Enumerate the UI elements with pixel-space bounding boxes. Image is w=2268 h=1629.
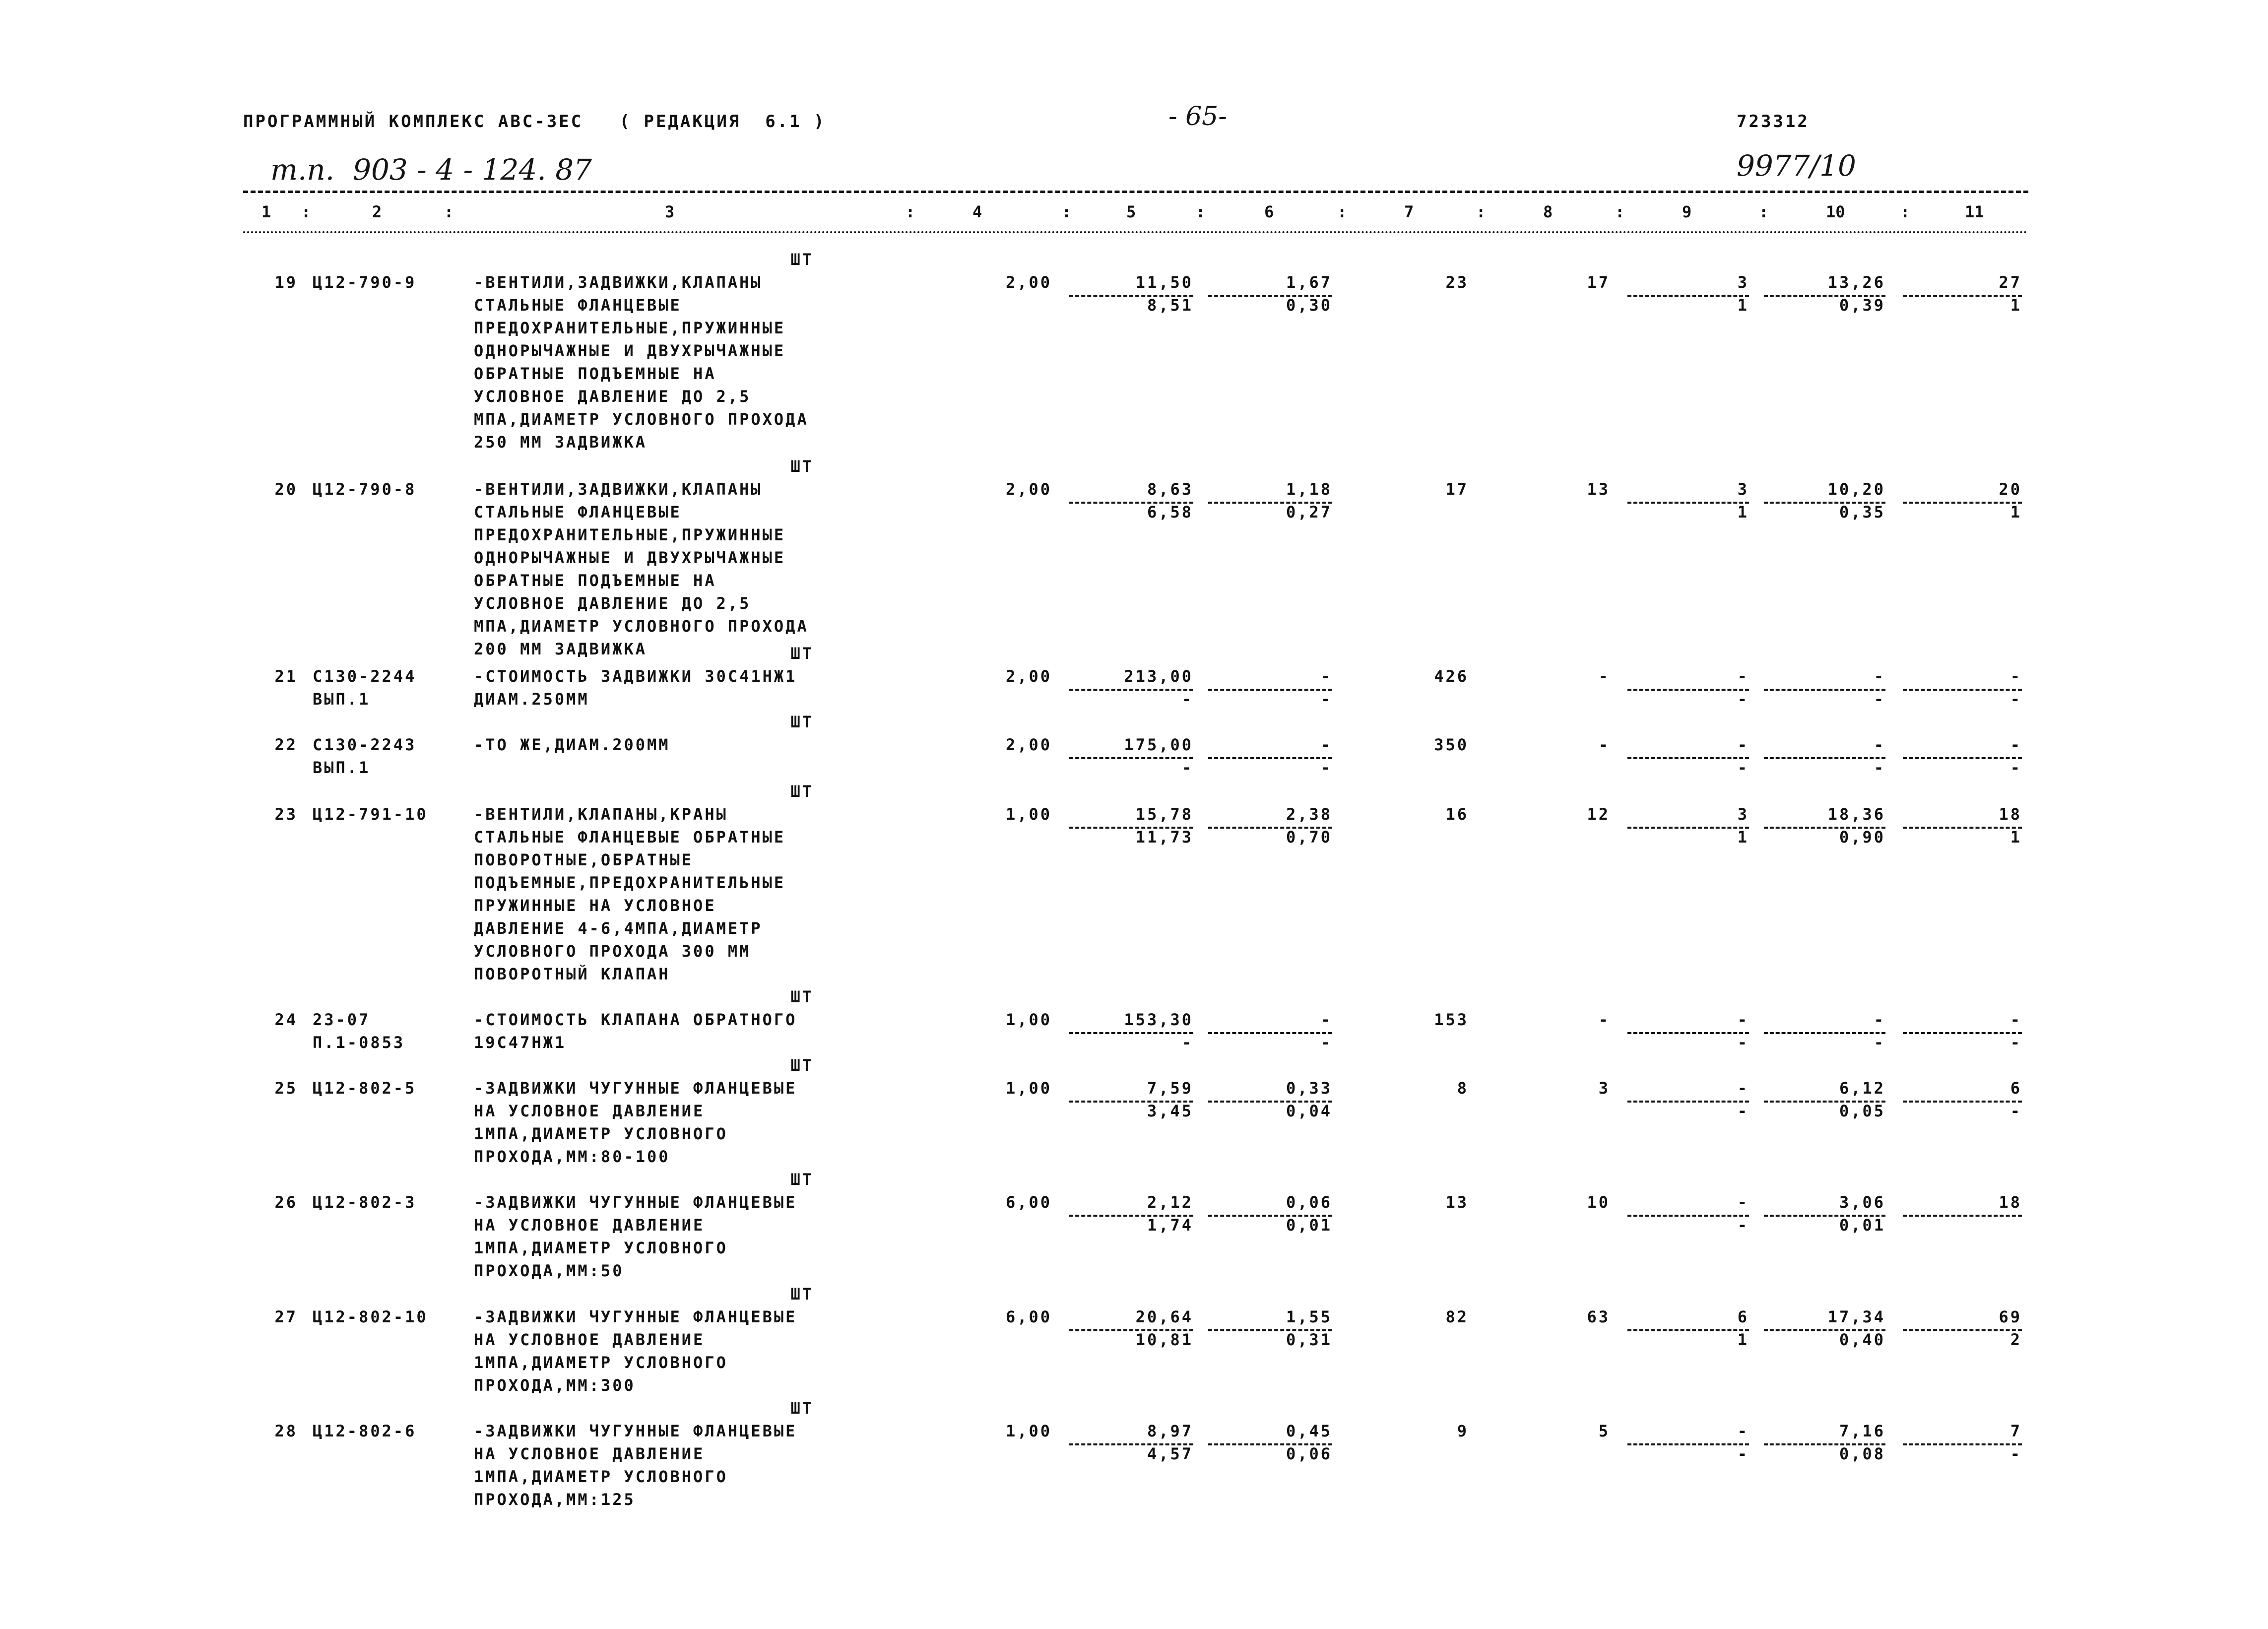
unit-label: ШТ [790, 1285, 814, 1303]
fraction-divider [1903, 689, 2022, 691]
page-number: - 65- [1168, 102, 1227, 131]
fraction-divider [1208, 1032, 1332, 1034]
value-c11-bottom: 2 [2010, 1330, 2022, 1349]
value-c8: - [1598, 735, 1610, 754]
value-c6-bottom: 0,70 [1286, 828, 1332, 847]
value-c7: 13 [1445, 1193, 1469, 1212]
item-description-line: ДИАМ.250ММ [474, 690, 589, 709]
value-c9-bottom: - [1737, 1444, 1749, 1463]
value-c9-bottom: - [1737, 1102, 1749, 1120]
fraction-divider [1903, 1215, 2022, 1217]
item-description-line: -ЗАДВИЖКИ ЧУГУННЫЕ ФЛАНЦЕВЫЕ [474, 1193, 797, 1212]
value-c9-bottom: - [1737, 690, 1749, 709]
value-c9-top: - [1737, 1422, 1749, 1440]
unit-label: ШТ [790, 1399, 814, 1418]
fraction-divider [1208, 689, 1332, 691]
program-header: ПРОГРАММНЫЙ КОМПЛЕКС АВС-3ЕС ( РЕДАКЦИЯ 6.1 ) [243, 112, 826, 131]
fraction-divider [1069, 502, 1193, 504]
value-c11-top: 6 [2010, 1079, 2022, 1098]
item-code: Ц12-802-5 [313, 1079, 417, 1098]
item-code: 23-07 [313, 1010, 371, 1029]
value-c10-top: 6,12 [1839, 1079, 1885, 1098]
item-description-line: ОДНОРЫЧАЖНЫЕ И ДВУХРЫЧАЖНЫЕ [474, 341, 786, 360]
value-c10-bottom: 0,40 [1839, 1330, 1885, 1349]
col-header-sep: : [1062, 202, 1072, 221]
value-c5-bottom: - [1181, 1033, 1193, 1052]
value-c10-bottom: 0,05 [1839, 1102, 1885, 1120]
value-c5-top: 20,64 [1135, 1307, 1193, 1326]
fraction-divider [1764, 1032, 1885, 1034]
fraction-divider [1208, 1329, 1332, 1331]
value-c5-top: 7,59 [1147, 1079, 1193, 1098]
row-number: 19 [274, 273, 298, 292]
value-c11-top: 27 [1999, 273, 2022, 292]
row-number: 26 [274, 1193, 298, 1212]
value-c5-top: 153,30 [1124, 1010, 1193, 1029]
fraction-divider [1069, 1215, 1193, 1217]
col-header-1: 1 [261, 202, 271, 221]
item-code: Ц12-791-10 [313, 805, 428, 824]
col-header-sep: : [1615, 202, 1625, 221]
item-description-line: -ВЕНТИЛИ,ЗАДВИЖКИ,КЛАПАНЫ [474, 273, 763, 292]
item-description-line: ОДНОРЫЧАЖНЫЕ И ДВУХРЫЧАЖНЫЕ [474, 548, 786, 567]
col-header-sep: : [444, 202, 454, 221]
value-c10-bottom: 0,39 [1839, 296, 1885, 315]
fraction-divider [1208, 757, 1332, 759]
item-description-line: ПОДЪЕМНЫЕ,ПРЕДОХРАНИТЕЛЬНЫЕ [474, 873, 786, 892]
value-c10-top: - [1874, 667, 1885, 686]
item-description-line: -ТО ЖЕ,ДИАМ.200ММ [474, 735, 670, 754]
value-c10-top: - [1874, 735, 1885, 754]
value-c6-top: - [1320, 735, 1332, 754]
value-c10-top: 17,34 [1827, 1307, 1885, 1326]
unit-label: ШТ [790, 1056, 814, 1075]
value-c9-bottom: - [1737, 1033, 1749, 1052]
fraction-divider [1764, 295, 1885, 297]
value-c6-top: 0,33 [1286, 1079, 1332, 1098]
value-c9-top: - [1737, 1079, 1749, 1098]
item-description-line: ДАВЛЕНИЕ 4-6,4МПА,ДИАМЕТР [474, 919, 763, 938]
value-c9-top: 3 [1737, 805, 1749, 824]
value-c10-top: 10,20 [1827, 480, 1885, 499]
fraction-divider [1764, 502, 1885, 504]
col-header-4: 4 [972, 202, 982, 221]
value-c6-bottom: - [1320, 1033, 1332, 1052]
value-c5-top: 11,50 [1135, 273, 1193, 292]
item-description-line: ОБРАТНЫЕ ПОДЪЕМНЫЕ НА [474, 571, 716, 590]
fraction-divider [1069, 757, 1193, 759]
fraction-divider [1069, 1101, 1193, 1103]
quantity: 6,00 [1005, 1307, 1052, 1326]
col-header-sep: : [1196, 202, 1206, 221]
value-c8: 13 [1587, 480, 1610, 499]
fraction-divider [1627, 502, 1749, 504]
item-code: С130-2244 [313, 667, 417, 686]
item-description-line: ПРЕДОХРАНИТЕЛЬНЫЕ,ПРУЖИННЫЕ [474, 319, 786, 337]
col-header-6: 6 [1264, 202, 1274, 221]
fraction-divider [1069, 1032, 1193, 1034]
fraction-divider [1903, 1329, 2022, 1331]
value-c9-top: - [1737, 1193, 1749, 1212]
col-header-sep: : [1900, 202, 1910, 221]
fraction-divider [1208, 1443, 1332, 1445]
unit-label: ШТ [790, 713, 814, 731]
value-c5-top: 2,12 [1147, 1193, 1193, 1212]
fraction-divider [1627, 827, 1749, 829]
value-c5-bottom: - [1181, 690, 1193, 709]
value-c6-top: 1,18 [1286, 480, 1332, 499]
fraction-divider [1627, 689, 1749, 691]
item-description-line: -ВЕНТИЛИ,ЗАДВИЖКИ,КЛАПАНЫ [474, 480, 763, 499]
col-header-9: 9 [1682, 202, 1692, 221]
fraction-divider [1069, 827, 1193, 829]
fraction-divider [1764, 827, 1885, 829]
item-description-line: -СТОИМОСТЬ КЛАПАНА ОБРАТНОГО [474, 1010, 797, 1029]
value-c5-top: 8,97 [1147, 1422, 1193, 1440]
value-c8: - [1598, 667, 1610, 686]
value-c7: 16 [1445, 805, 1469, 824]
document-number: 9977/10 [1737, 149, 1856, 183]
fraction-divider [1903, 1101, 2022, 1103]
item-description-line: -ЗАДВИЖКИ ЧУГУННЫЕ ФЛАНЦЕВЫЕ [474, 1079, 797, 1098]
item-description-line: 1МПА,ДИАМЕТР УСЛОВНОГО [474, 1238, 728, 1257]
item-description-line: ПРЕДОХРАНИТЕЛЬНЫЕ,ПРУЖИННЫЕ [474, 525, 786, 544]
value-c6-top: - [1320, 1010, 1332, 1029]
value-c8: 10 [1587, 1193, 1610, 1212]
fraction-divider [1069, 295, 1193, 297]
item-description-line: ПРОХОДА,ММ:300 [474, 1376, 636, 1395]
value-c11-top: 7 [2010, 1422, 2022, 1440]
value-c7: 153 [1434, 1010, 1469, 1029]
unit-label: ШТ [790, 987, 814, 1006]
value-c9-top: 3 [1737, 273, 1749, 292]
value-c10-top: - [1874, 1010, 1885, 1029]
value-c11-bottom: - [2010, 1102, 2022, 1120]
fraction-divider [1069, 689, 1193, 691]
fraction-divider [1627, 295, 1749, 297]
value-c11-bottom: - [2010, 1444, 2022, 1463]
value-c10-bottom: - [1874, 1033, 1885, 1052]
value-c5-bottom: 3,45 [1147, 1102, 1193, 1120]
fraction-divider [1627, 757, 1749, 759]
value-c6-bottom: 0,04 [1286, 1102, 1332, 1120]
fraction-divider [1208, 827, 1332, 829]
col-header-7: 7 [1404, 202, 1414, 221]
header-top-rule [243, 191, 2028, 193]
item-description-line: НА УСЛОВНОЕ ДАВЛЕНИЕ [474, 1444, 705, 1463]
quantity: 2,00 [1005, 667, 1052, 686]
unit-label: ШТ [790, 457, 814, 476]
value-c6-top: 2,38 [1286, 805, 1332, 824]
value-c11-top: 20 [1999, 480, 2022, 499]
value-c9-bottom: 1 [1737, 296, 1749, 315]
value-c5-top: 213,00 [1124, 667, 1193, 686]
item-code: Ц12-802-6 [313, 1422, 417, 1440]
value-c5-top: 15,78 [1135, 805, 1193, 824]
value-c6-bottom: 0,27 [1286, 503, 1332, 521]
value-c8: 17 [1587, 273, 1610, 292]
fraction-divider [1764, 1215, 1885, 1217]
value-c5-bottom: 11,73 [1135, 828, 1193, 847]
item-description-line: МПА,ДИАМЕТР УСЛОВНОГО ПРОХОДА [474, 617, 809, 636]
value-c6-bottom: - [1320, 690, 1332, 709]
item-description-line: УСЛОВНОЕ ДАВЛЕНИЕ ДО 2,5 [474, 594, 751, 613]
item-description-line: НА УСЛОВНОЕ ДАВЛЕНИЕ [474, 1102, 705, 1120]
value-c11-bottom: - [2010, 758, 2022, 777]
row-number: 23 [274, 805, 298, 824]
item-description-line: ПОВОРОТНЫЙ КЛАПАН [474, 965, 670, 983]
value-c11-top: - [2010, 1010, 2022, 1029]
fraction-divider [1903, 1443, 2022, 1445]
value-c9-top: - [1737, 735, 1749, 754]
value-c7: 426 [1434, 667, 1469, 686]
unit-label: ШТ [790, 782, 814, 801]
fraction-divider [1764, 1101, 1885, 1103]
value-c6-top: 0,45 [1286, 1422, 1332, 1440]
value-c6-bottom: 0,30 [1286, 296, 1332, 315]
value-c11-top: 18 [1999, 1193, 2022, 1212]
value-c10-top: 7,16 [1839, 1422, 1885, 1440]
value-c6-bottom: 0,31 [1286, 1330, 1332, 1349]
value-c10-bottom: 0,08 [1839, 1444, 1885, 1463]
value-c9-bottom: - [1737, 1216, 1749, 1235]
value-c9-bottom: 1 [1737, 503, 1749, 521]
item-description-line: ПРОХОДА,ММ:80-100 [474, 1147, 670, 1166]
row-number: 20 [274, 480, 298, 499]
fraction-divider [1764, 1443, 1885, 1445]
fraction-divider [1764, 757, 1885, 759]
col-header-sep: : [1476, 202, 1486, 221]
fraction-divider [1903, 757, 2022, 759]
value-c5-bottom: - [1181, 758, 1193, 777]
item-description-line: -ЗАДВИЖКИ ЧУГУННЫЕ ФЛАНЦЕВЫЕ [474, 1307, 797, 1326]
item-code: ВЫП.1 [313, 690, 371, 709]
fraction-divider [1627, 1215, 1749, 1217]
quantity: 1,00 [1005, 805, 1052, 824]
value-c11-bottom: 1 [2010, 503, 2022, 521]
fraction-divider [1903, 827, 2022, 829]
quantity: 1,00 [1005, 1422, 1052, 1440]
value-c10-bottom: - [1874, 690, 1885, 709]
unit-label: ШТ [790, 1170, 814, 1189]
item-description-line: НА УСЛОВНОЕ ДАВЛЕНИЕ [474, 1216, 705, 1235]
fraction-divider [1208, 295, 1332, 297]
quantity: 1,00 [1005, 1010, 1052, 1029]
unit-label: ШТ [790, 250, 814, 269]
fraction-divider [1069, 1443, 1193, 1445]
value-c11-bottom: 1 [2010, 828, 2022, 847]
col-header-5: 5 [1126, 202, 1136, 221]
value-c10-top: 18,36 [1827, 805, 1885, 824]
value-c8: 12 [1587, 805, 1610, 824]
value-c8: - [1598, 1010, 1610, 1029]
value-c6-bottom: 0,06 [1286, 1444, 1332, 1463]
value-c9-bottom: - [1737, 758, 1749, 777]
value-c9-top: - [1737, 667, 1749, 686]
col-header-sep: : [1337, 202, 1347, 221]
fraction-divider [1627, 1032, 1749, 1034]
item-description-line: ПРУЖИННЫЕ НА УСЛОВНОЕ [474, 896, 716, 915]
row-number: 27 [274, 1307, 298, 1326]
row-number: 22 [274, 735, 298, 754]
value-c5-top: 8,63 [1147, 480, 1193, 499]
header-bottom-rule [243, 231, 2028, 233]
item-description-line: НА УСЛОВНОЕ ДАВЛЕНИЕ [474, 1330, 705, 1349]
value-c9-bottom: 1 [1737, 1330, 1749, 1349]
value-c5-bottom: 4,57 [1147, 1444, 1193, 1463]
value-c11-top: - [2010, 667, 2022, 686]
fraction-divider [1627, 1329, 1749, 1331]
value-c10-top: 3,06 [1839, 1193, 1885, 1212]
document-code: 723312 [1737, 112, 1810, 131]
item-description-line: СТАЛЬНЫЕ ФЛАНЦЕВЫЕ ОБРАТНЫЕ [474, 828, 786, 847]
value-c9-bottom: 1 [1737, 828, 1749, 847]
value-c6-top: 1,55 [1286, 1307, 1332, 1326]
col-header-8: 8 [1543, 202, 1553, 221]
item-code: П.1-0853 [313, 1033, 405, 1052]
item-code: Ц12-802-3 [313, 1193, 417, 1212]
quantity: 2,00 [1005, 480, 1052, 499]
item-description-line: 1МПА,ДИАМЕТР УСЛОВНОГО [474, 1124, 728, 1143]
col-header-2: 2 [372, 202, 382, 221]
value-c8: 5 [1598, 1422, 1610, 1440]
fraction-divider [1627, 1443, 1749, 1445]
fraction-divider [1903, 295, 2022, 297]
row-number: 21 [274, 667, 298, 686]
col-header-sep: : [1759, 202, 1769, 221]
value-c5-bottom: 8,51 [1147, 296, 1193, 315]
item-description-line: 200 ММ ЗАДВИЖКА [474, 640, 647, 658]
item-description-line: ОБРАТНЫЕ ПОДЪЕМНЫЕ НА [474, 364, 716, 383]
row-number: 25 [274, 1079, 298, 1098]
col-header-3: 3 [665, 202, 675, 221]
item-description-line: -СТОИМОСТЬ ЗАДВИЖКИ 30С41НЖ1 [474, 667, 797, 686]
value-c11-top: - [2010, 735, 2022, 754]
value-c5-bottom: 6,58 [1147, 503, 1193, 521]
value-c9-top: 6 [1737, 1307, 1749, 1326]
item-description-line: 250 ММ ЗАДВИЖКА [474, 433, 647, 452]
value-c11-bottom: - [2010, 1033, 2022, 1052]
item-description-line: СТАЛЬНЫЕ ФЛАНЦЕВЫЕ [474, 503, 682, 521]
value-c11-bottom: - [2010, 690, 2022, 709]
value-c7: 9 [1457, 1422, 1469, 1440]
fraction-divider [1903, 1032, 2022, 1034]
item-description-line: ПОВОРОТНЫЕ,ОБРАТНЫЕ [474, 850, 694, 869]
item-description-line: УСЛОВНОЕ ДАВЛЕНИЕ ДО 2,5 [474, 387, 751, 406]
fraction-divider [1627, 1101, 1749, 1103]
value-c7: 8 [1457, 1079, 1469, 1098]
value-c11-top: 69 [1999, 1307, 2022, 1326]
fraction-divider [1208, 502, 1332, 504]
value-c8: 3 [1598, 1079, 1610, 1098]
value-c7: 17 [1445, 480, 1469, 499]
project-number: т.п. 903 - 4 - 124. 87 [270, 153, 592, 187]
item-code: Ц12-802-10 [313, 1307, 428, 1326]
item-description-line: МПА,ДИАМЕТР УСЛОВНОГО ПРОХОДА [474, 410, 809, 429]
item-description-line: ПРОХОДА,ММ:125 [474, 1490, 636, 1509]
item-description-line: ПРОХОДА,ММ:50 [474, 1261, 624, 1280]
quantity: 2,00 [1005, 735, 1052, 754]
quantity: 1,00 [1005, 1079, 1052, 1098]
item-code: ВЫП.1 [313, 758, 371, 777]
item-description-line: 19С47НЖ1 [474, 1033, 567, 1052]
value-c9-top: 3 [1737, 480, 1749, 499]
item-description-line: 1МПА,ДИАМЕТР УСЛОВНОГО [474, 1353, 728, 1372]
value-c7: 82 [1445, 1307, 1469, 1326]
item-description-line: УСЛОВНОГО ПРОХОДА 300 ММ [474, 942, 751, 961]
item-code: Ц12-790-9 [313, 273, 417, 292]
value-c6-bottom: 0,01 [1286, 1216, 1332, 1235]
item-description-line: 1МПА,ДИАМЕТР УСЛОВНОГО [474, 1467, 728, 1486]
quantity: 2,00 [1005, 273, 1052, 292]
item-description-line: СТАЛЬНЫЕ ФЛАНЦЕВЫЕ [474, 296, 682, 315]
value-c6-bottom: - [1320, 758, 1332, 777]
value-c10-bottom: 0,01 [1839, 1216, 1885, 1235]
value-c11-bottom: 1 [2010, 296, 2022, 315]
item-code: Ц12-790-8 [313, 480, 417, 499]
unit-label: ШТ [790, 644, 814, 663]
fraction-divider [1069, 1329, 1193, 1331]
value-c6-top: 0,06 [1286, 1193, 1332, 1212]
item-description-line: -ВЕНТИЛИ,КЛАПАНЫ,КРАНЫ [474, 805, 728, 824]
value-c5-bottom: 1,74 [1147, 1216, 1193, 1235]
value-c10-bottom: - [1874, 758, 1885, 777]
col-header-sep: : [906, 202, 915, 221]
col-header-11: 11 [1965, 202, 1984, 221]
col-header-sep: : [301, 202, 311, 221]
value-c6-top: - [1320, 667, 1332, 686]
row-number: 28 [274, 1422, 298, 1440]
value-c8: 63 [1587, 1307, 1610, 1326]
fraction-divider [1208, 1101, 1332, 1103]
item-description-line: -ЗАДВИЖКИ ЧУГУННЫЕ ФЛАНЦЕВЫЕ [474, 1422, 797, 1440]
value-c11-top: 18 [1999, 805, 2022, 824]
value-c7: 23 [1445, 273, 1469, 292]
value-c6-top: 1,67 [1286, 273, 1332, 292]
value-c7: 350 [1434, 735, 1469, 754]
item-code: С130-2243 [313, 735, 417, 754]
value-c5-top: 175,00 [1124, 735, 1193, 754]
fraction-divider [1903, 502, 2022, 504]
value-c9-top: - [1737, 1010, 1749, 1029]
fraction-divider [1208, 1215, 1332, 1217]
row-number: 24 [274, 1010, 298, 1029]
fraction-divider [1764, 1329, 1885, 1331]
value-c10-bottom: 0,35 [1839, 503, 1885, 521]
quantity: 6,00 [1005, 1193, 1052, 1212]
value-c10-bottom: 0,90 [1839, 828, 1885, 847]
col-header-10: 10 [1826, 202, 1845, 221]
value-c5-bottom: 10,81 [1135, 1330, 1193, 1349]
value-c10-top: 13,26 [1827, 273, 1885, 292]
fraction-divider [1764, 689, 1885, 691]
